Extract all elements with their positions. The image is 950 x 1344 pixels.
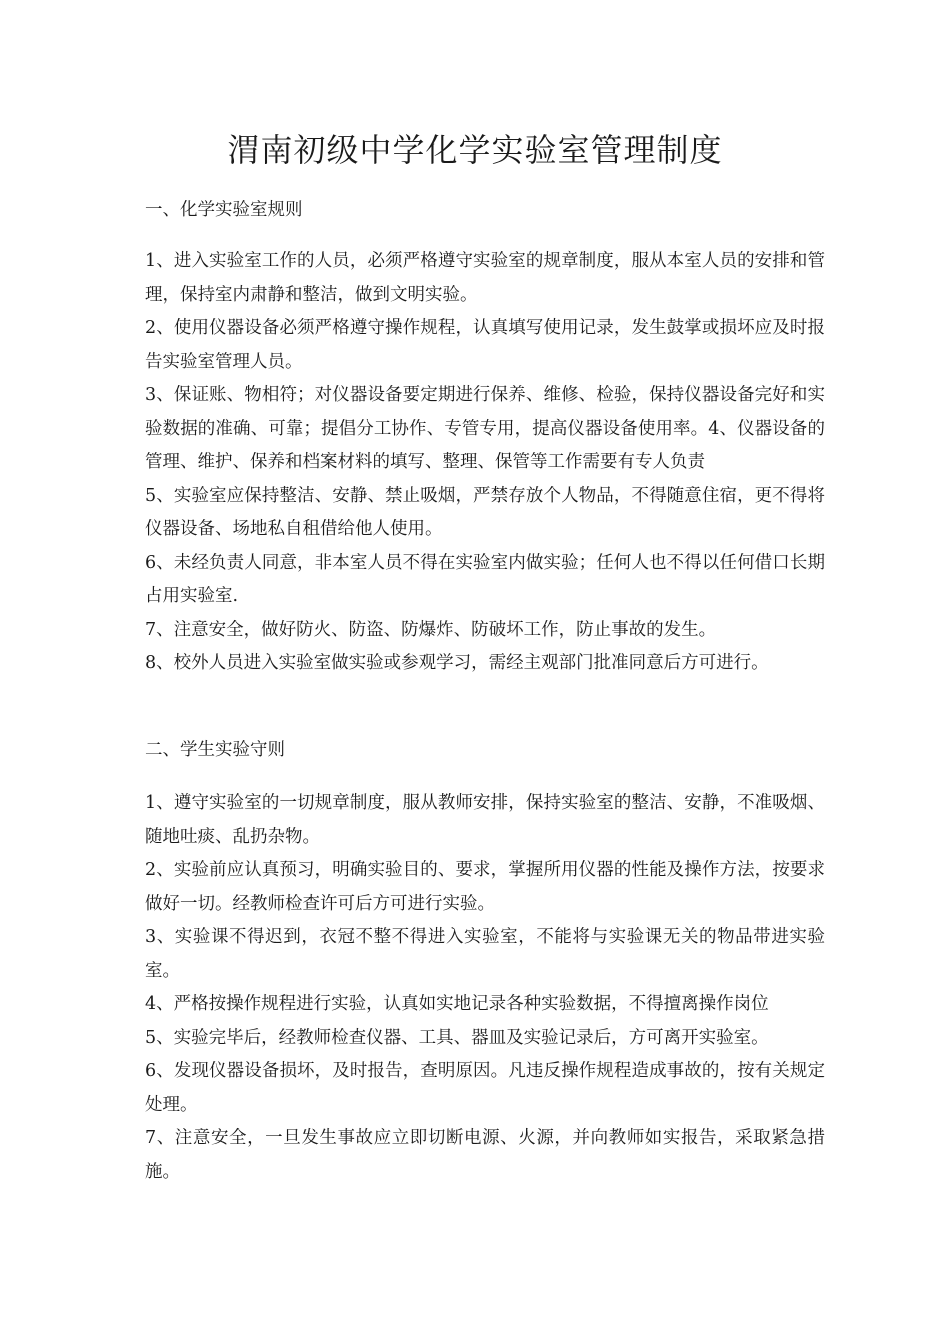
- rule-item: 6、未经负责人同意，非本室人员不得在实验室内做实验；任何人也不得以任何借口长期占用实验室.: [145, 552, 825, 606]
- rule-item: 6、发现仪器设备损坏，及时报告，查明原因。凡违反操作规程造成事故的，按有关规定处理。: [145, 1061, 825, 1115]
- document-title: 渭南初级中学化学实验室管理制度: [227, 131, 723, 169]
- rule-item: 8、校外人员进入实验室做实验或参观学习，需经主观部门批准同意后方可进行。: [145, 653, 769, 673]
- rule-item: 1、进入实验室工作的人员，必须严格遵守实验室的规章制度，服从本室人员的安排和管理，保持室内肃静和整洁，做到文明实验。: [145, 251, 825, 305]
- section-lab-rules: [145, 195, 825, 681]
- section-heading: 一、化学实验室规则: [145, 200, 303, 220]
- section-student-rules: [145, 735, 825, 1189]
- rule-item: 7、注意安全，一旦发生事故应立即切断电源、火源，并向教师如实报告，采取紧急措施。: [145, 1128, 825, 1182]
- rule-item: 2、使用仪器设备必须严格遵守操作规程，认真填写使用记录，发生鼓掌或损坏应及时报告实验室管理人员。: [145, 318, 825, 372]
- rule-item: 7、注意安全，做好防火、防盗、防爆炸、防破坏工作，防止事故的发生。: [145, 619, 717, 640]
- rule-item: 2、实验前应认真预习，明确实验目的、要求，掌握所用仪器的性能及操作方法，按要求做好一切。经教师检查许可后方可进行实验。: [145, 860, 825, 914]
- rule-item: 4、严格按操作规程进行实验，认真如实地记录各种实验数据，不得擅离操作岗位: [145, 994, 769, 1014]
- section-heading: 二、学生实验守则: [145, 740, 285, 760]
- rule-item: 3、实验课不得迟到，衣冠不整不得进入实验室，不能将与实验课无关的物品带进实验室。: [145, 927, 825, 981]
- rule-item: 5、实验室应保持整洁、安静、禁止吸烟，严禁存放个人物品，不得随意住宿，更不得将仪器设备、场地私自租借给他人使用。: [145, 485, 825, 539]
- rule-item: 5、实验完毕后，经教师检查仪器、工具、器皿及实验记录后，方可离开实验室。: [145, 1027, 769, 1048]
- rule-item: 1、遵守实验室的一切规章制度，服从教师安排，保持实验室的整洁、安静，不准吸烟、随地吐痰、乱扔杂物。: [145, 793, 825, 847]
- rule-item: 3、保证账、物相符；对仪器设备要定期进行保养、维修、检验，保持仪器设备完好和实验数据的准确、可靠；提倡分工协作、专管专用，提高仪器设备使用率。4、仪器设备的管理、维护、保养和档案材料的填写、整理、保管等工作需要有专人负责: [145, 385, 825, 472]
